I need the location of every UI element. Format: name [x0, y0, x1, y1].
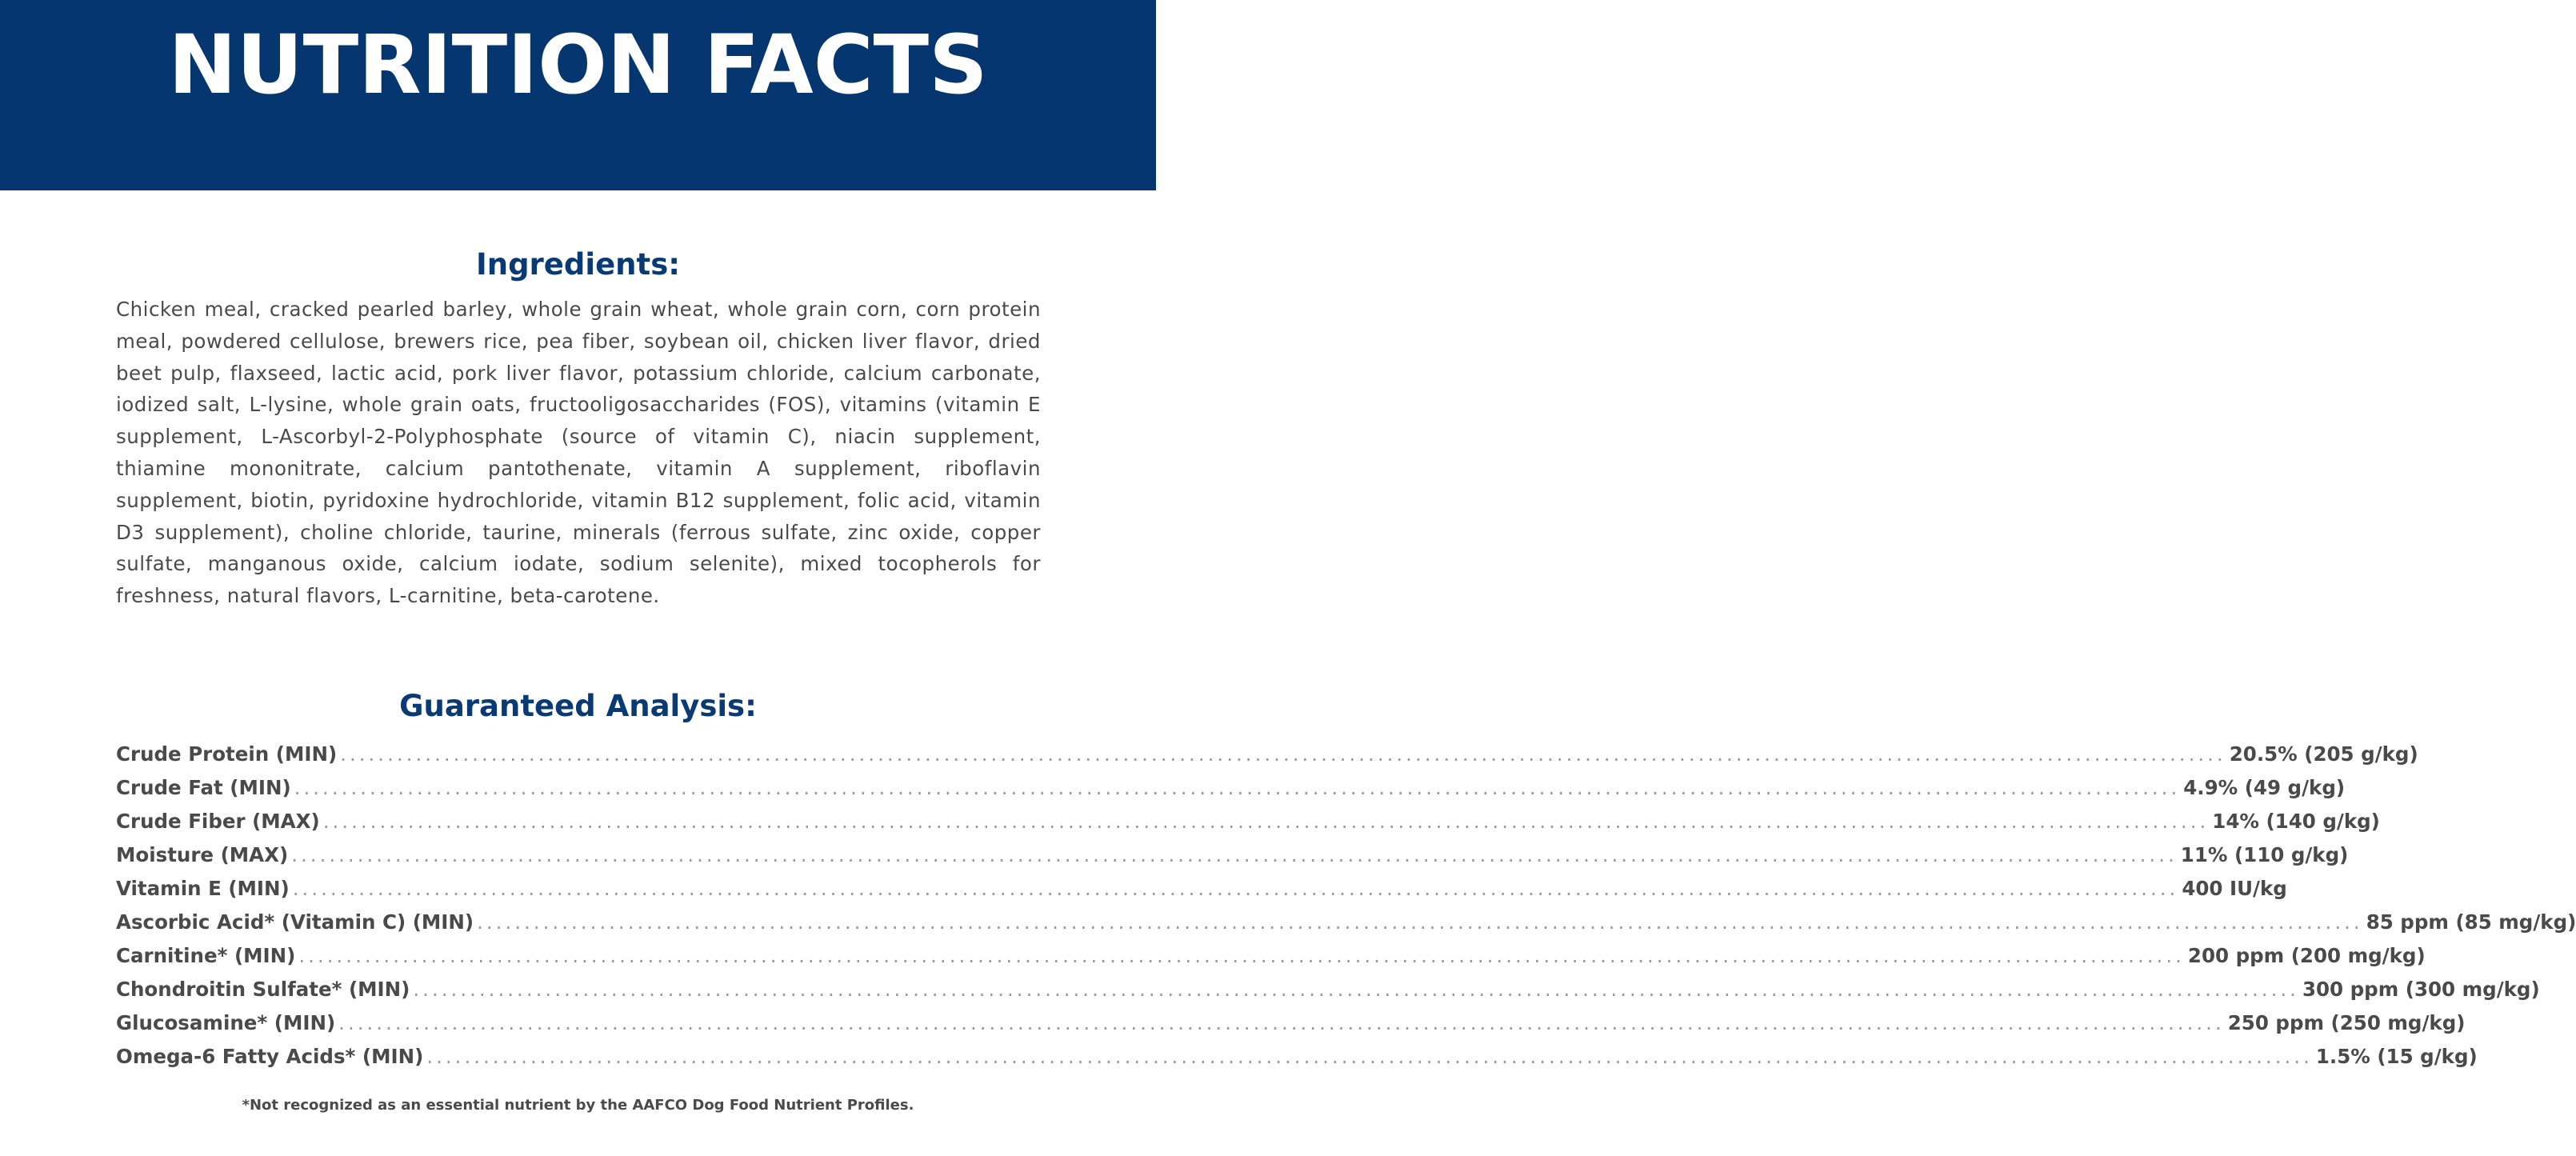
ingredients-text: Chicken meal, cracked pearled barley, whole grain wheat, whole grain corn, corn protein meal, powdered cellulose, brewers rice, pea fiber, soybean oil, chicken liver flavor, dried beet pulp, flaxseed, lactic acid, pork liver flavor, potassium chloride, calcium carbonate, iodized salt, L-lysine, whole grain oats, fructooligosaccharides (FOS), vitamins (vitamin E supplement, L-Ascorbyl-2-Polyphosphate (source of vitamin C), niacin supplement, thiamine mononitrate, calcium pantothenate, vitamin A supplement, riboflavin supplement, biotin, pyridoxine hydrochloride, vitamin B12 supplement, folic acid, vitamin D3 supplement), choline chloride, taurine, minerals (ferrous sulfate, zinc oxide, copper sulfate, manganous oxide, calcium iodate, sodium selenite), mixed tocopherols for freshness, natural flavors, L-carnitine, beta-carotene. — [116, 298, 1041, 608]
leader-dots: ........................................................................................................................................................................................................ — [340, 742, 2226, 766]
analysis-label: Crude Fat (MIN) — [116, 776, 291, 799]
analysis-row-moisture — [116, 843, 2349, 877]
analysis-value: 85 ppm (85 mg/kg) — [2366, 910, 2576, 934]
ingredients-heading: Ingredients: — [475, 247, 681, 282]
analysis-value: 4.9% (49 g/kg) — [2183, 776, 2346, 799]
leader-dots: ........................................................................................................................................................................................................ — [413, 978, 2299, 1001]
analysis-value: 14% (140 g/kg) — [2212, 810, 2380, 833]
analysis-label: Glucosamine* (MIN) — [116, 1011, 336, 1034]
leader-dots: ........................................................................................................................................................................................................ — [426, 1045, 2313, 1068]
leader-dots: ........................................................................................................................................................................................................ — [298, 944, 2185, 967]
analysis-row-carnitine — [116, 944, 2426, 978]
analysis-value: 400 IU/kg — [2182, 877, 2287, 900]
analysis-label: Chondroitin Sulfate* (MIN) — [116, 978, 410, 1001]
analysis-label: Crude Fiber (MAX) — [116, 810, 320, 833]
guaranteed-analysis-heading: Guaranteed Analysis: — [399, 689, 757, 723]
leader-dots: ........................................................................................................................................................................................................ — [294, 776, 2181, 799]
analysis-row-crude-protein — [116, 742, 2418, 776]
analysis-value: 250 ppm (250 mg/kg) — [2227, 1011, 2466, 1034]
footnote: *Not recognized as an essential nutrient by the AAFCO Dog Food Nutrient Profiles. — [242, 1097, 914, 1114]
leader-dots: ........................................................................................................................................................................................................ — [292, 877, 2179, 900]
leader-dots: ........................................................................................................................................................................................................ — [291, 843, 2178, 866]
page-title: NUTRITION FACTS — [168, 17, 988, 113]
header-banner — [0, 0, 1156, 190]
analysis-label: Ascorbic Acid* (Vitamin C) (MIN) — [116, 910, 474, 934]
leader-dots: ........................................................................................................................................................................................................ — [477, 910, 2363, 934]
leader-dots: ........................................................................................................................................................................................................ — [338, 1011, 2225, 1034]
leader-dots: ........................................................................................................................................................................................................ — [322, 810, 2210, 833]
analysis-label: Crude Protein (MIN) — [116, 742, 338, 766]
analysis-row-glucosamine — [116, 1011, 2466, 1045]
analysis-value: 200 ppm (200 mg/kg) — [2187, 944, 2426, 967]
analysis-label: Omega-6 Fatty Acids* (MIN) — [116, 1045, 424, 1068]
guaranteed-analysis-list — [116, 742, 2576, 1078]
analysis-row-vitamin-e — [116, 877, 2287, 910]
analysis-label: Moisture (MAX) — [116, 843, 289, 866]
analysis-row-omega-6 — [116, 1045, 2478, 1078]
analysis-row-crude-fiber — [116, 810, 2380, 843]
analysis-label: Carnitine* (MIN) — [116, 944, 296, 967]
analysis-row-crude-fat — [116, 776, 2346, 810]
analysis-row-chondroitin-sulfate — [116, 978, 2540, 1011]
analysis-value: 11% (110 g/kg) — [2180, 843, 2349, 866]
analysis-value: 1.5% (15 g/kg) — [2315, 1045, 2478, 1068]
analysis-value: 300 ppm (300 mg/kg) — [2302, 978, 2540, 1001]
analysis-row-ascorbic-acid — [116, 910, 2576, 944]
analysis-value: 20.5% (205 g/kg) — [2229, 742, 2418, 766]
analysis-label: Vitamin E (MIN) — [116, 877, 290, 900]
